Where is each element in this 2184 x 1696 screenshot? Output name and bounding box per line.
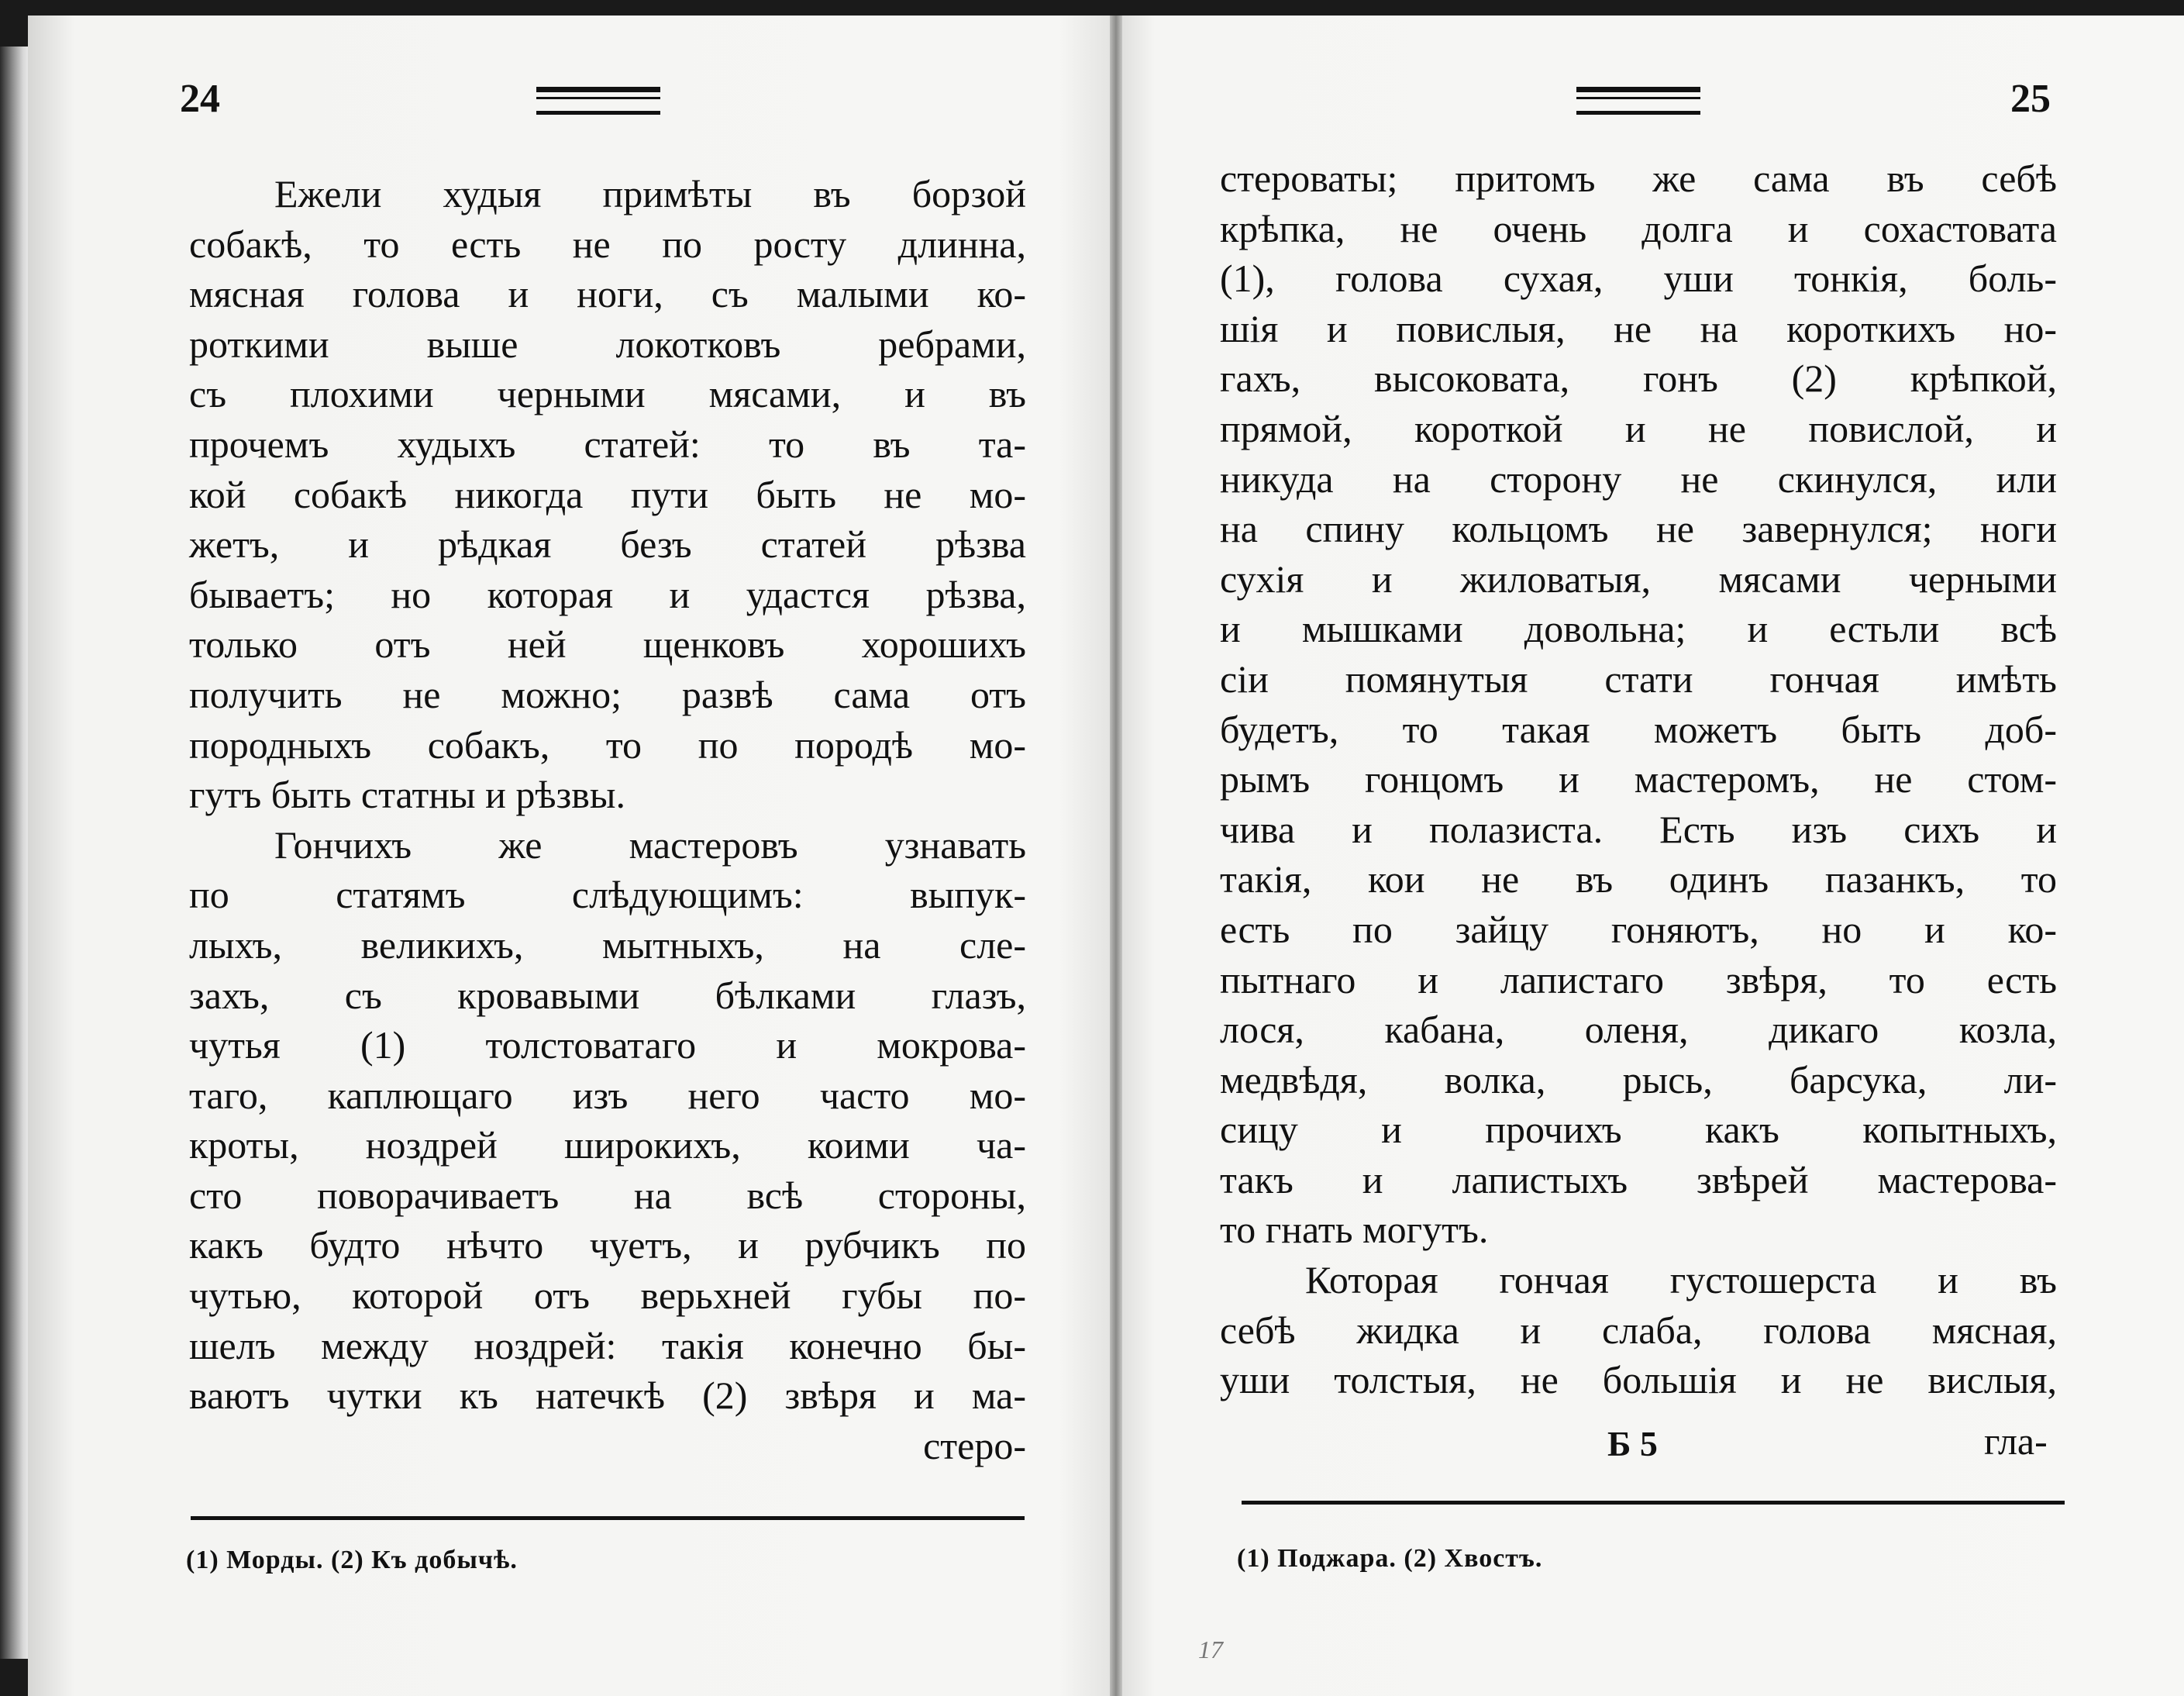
- text-line: кой собакѣ никогда пути быть не мо-: [189, 472, 1026, 516]
- right-header-ornament: [1576, 87, 1700, 115]
- text-line: медвѣдя, волка, рысь, барсука, ли-: [1220, 1057, 2057, 1101]
- text-line: шія и повислыя, не на короткихъ но-: [1220, 306, 2057, 350]
- text-line: стероваты; притомъ же сама въ себѣ: [1220, 157, 2057, 200]
- right-page-number: 25: [2010, 77, 2051, 121]
- text-line: съ плохими черными мясами, и въ: [189, 372, 1026, 416]
- text-line: мясная голова и ноги, съ малыми ко-: [189, 272, 1026, 316]
- text-line: получить не можно; развѣ сама отъ: [189, 672, 1026, 716]
- book-edge: [0, 47, 31, 1659]
- text-line: только отъ ней щенковъ хорошихъ: [189, 622, 1026, 667]
- text-line: сто поворачиваетъ на всѣ стороны,: [189, 1173, 1026, 1217]
- text-line: чутью, которой отъ верьхней губы по-: [189, 1274, 1026, 1318]
- text-line: по статямъ слѣдующимъ: выпук-: [189, 873, 1026, 917]
- text-line: (1), голова сухая, уши тонкія, боль-: [1220, 257, 2057, 301]
- text-line: крѣпка, не очень долга и сохастовата: [1220, 206, 2057, 250]
- text-line: ваютъ чутки къ натечкѣ (2) звѣря и ма-: [189, 1374, 1026, 1418]
- right-page-text: [1220, 153, 2057, 1405]
- book-gutter: [1110, 16, 1122, 1696]
- text-line: роткими выше локотковъ ребрами,: [189, 322, 1026, 366]
- text-line: себѣ жидка и слаба, голова мясная,: [1220, 1308, 2057, 1352]
- text-line: сухія и жиловатыя, мясами черными: [1220, 557, 2057, 601]
- signature-mark: Б 5: [1607, 1424, 1658, 1463]
- text-line: гутъ быть статны и рѣзвы.: [189, 773, 626, 817]
- text-line: гахъ, высоковата, гонъ (2) крѣпкой,: [1220, 357, 2057, 401]
- text-line: Ежели худыя примѣты въ борзой: [274, 172, 1026, 215]
- text-line: на спину кольцомъ не завернулся; ноги: [1220, 507, 2057, 551]
- text-line: какъ будто нѣчто чуетъ, и рубчикъ по: [189, 1223, 1026, 1267]
- right-footnote-rule: [1242, 1501, 2065, 1505]
- text-line: бываетъ; но которая и удастся рѣзва,: [189, 572, 1026, 616]
- text-line: прямой, короткой и не повислой, и: [1220, 406, 2057, 450]
- text-line: сицу и прочихъ какъ копытныхъ,: [1220, 1108, 2057, 1152]
- text-line: прочемъ худыхъ статей: то въ та-: [189, 422, 1026, 466]
- text-line: есть по зайцу гоняютъ, но и ко-: [1220, 907, 2057, 951]
- text-line: шелъ между ноздрей: такія конечно бы-: [189, 1323, 1026, 1367]
- text-line: породныхъ собакъ, то по породѣ мо-: [189, 722, 1026, 767]
- text-line: чутья (1) толстоватаго и мокрова-: [189, 1023, 1026, 1067]
- text-line: собакѣ, то есть не по росту длинна,: [189, 222, 1026, 266]
- text-line: чива и полазиста. Есть изъ сихъ и: [1220, 807, 2057, 851]
- text-line: кроты, ноздрей широкихъ, коими ча-: [189, 1123, 1026, 1167]
- left-header-ornament: [536, 87, 660, 115]
- text-line: такъ и лапистыхъ звѣрей мастерова-: [1220, 1157, 2057, 1201]
- text-line: жетъ, и рѣдкая безъ статей рѣзва: [189, 522, 1026, 567]
- text-line: стеро-: [923, 1423, 1026, 1467]
- text-line: лыхъ, великихъ, мытныхъ, на сле-: [189, 922, 1026, 967]
- text-line: Которая гончая густошерста и въ: [1305, 1258, 2057, 1302]
- text-line: лося, кабана, оленя, дикаго козла,: [1220, 1008, 2057, 1052]
- text-line: захъ, съ кровавыми бѣлками глазъ,: [189, 973, 1026, 1017]
- text-line: Гончихъ же мастеровъ узнавать: [274, 822, 1026, 867]
- left-footnote-rule: [191, 1516, 1025, 1520]
- pencil-mark: 17: [1198, 1636, 1223, 1663]
- text-line: сіи помянутыя стати гончая имѣть: [1220, 657, 2057, 701]
- right-footnote: (1) Поджара. (2) Хвостъ.: [1237, 1544, 1543, 1573]
- left-page-text: [189, 169, 1026, 1470]
- text-line: и мышками довольна; и естьли всѣ: [1220, 607, 2057, 651]
- text-line: такія, кои не въ одинъ пазанкъ, то: [1220, 857, 2057, 901]
- text-line: рымъ гонцомъ и мастеромъ, не стом-: [1220, 757, 2057, 801]
- catchword: гла-: [1984, 1419, 2048, 1463]
- left-footnote: (1) Морды. (2) Къ добычѣ.: [186, 1546, 518, 1574]
- text-line: то гнать могутъ.: [1220, 1208, 1489, 1252]
- left-page-number: 24: [180, 77, 220, 121]
- text-line: таго, каплющаго изъ него часто мо-: [189, 1073, 1026, 1117]
- text-line: будетъ, то такая можетъ быть доб-: [1220, 707, 2057, 751]
- text-line: уши толстыя, не большія и не вислыя,: [1220, 1358, 2057, 1402]
- text-line: никуда на сторону не скинулся, или: [1220, 457, 2057, 501]
- text-line: пытнаго и лапистаго звѣря, то есть: [1220, 957, 2057, 1001]
